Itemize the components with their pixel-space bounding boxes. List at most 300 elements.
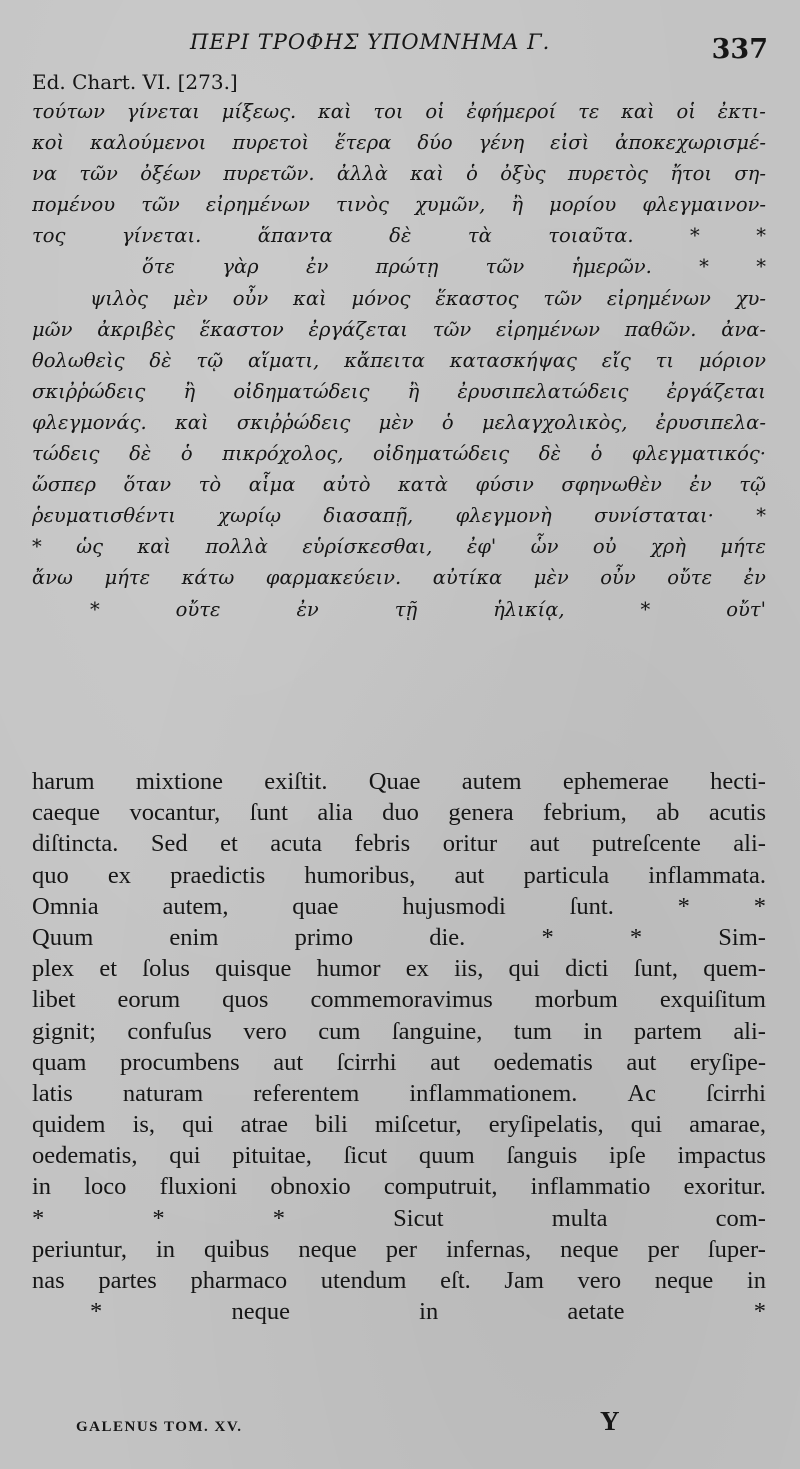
word: τοι [373,100,404,123]
word: ὁ [590,442,603,466]
word: συνίσταται· [594,504,714,528]
word: τῶν [432,317,472,341]
word: Quum [32,923,94,951]
word: gignit; [32,1017,96,1045]
text-line [32,376,766,407]
word: πομένου [32,193,116,217]
word: οὖν [600,566,636,590]
word: ὀξέων [140,162,201,186]
text-line [32,984,766,1015]
word: particula [523,861,610,889]
word: aut [626,1048,657,1076]
word: ſunt, [633,955,679,983]
word: διασαπῇ, [323,504,414,528]
word: bili [315,1111,348,1139]
word: acuta [270,830,322,858]
word: τῷ [196,348,224,372]
word: quae [292,892,339,920]
word: per [385,1235,418,1263]
word: exoritur. [683,1173,766,1201]
edition-reference: Ed. Chart. VI. [273.] [32,70,238,94]
word: naturam [122,1079,204,1107]
word: οὐ [592,535,617,559]
text-line [32,1047,766,1078]
word: vero [577,1267,622,1294]
text-line [32,127,766,158]
word: Ac [627,1079,657,1107]
word: qui [508,955,540,983]
word: exiſtit. [264,768,328,795]
word: μελαγχολικὸς, [481,410,628,434]
word: να [32,162,58,186]
word: quo [32,861,69,889]
word: commemoravimus [310,986,493,1014]
word: ἕτερα [335,131,392,155]
word: ἕκαστος [435,286,519,310]
word: quibus [203,1235,270,1263]
word: καὶ [410,162,444,186]
word: οἱ [425,100,445,123]
word: genera [448,799,514,827]
lacuna-asterisk: * [690,224,700,248]
word: Sicut [393,1204,444,1232]
word: in [419,1298,439,1326]
word: ἕκαστον [199,317,284,341]
word: oedematis [493,1048,593,1076]
word: nas [32,1267,65,1294]
word: Jam [504,1267,544,1294]
word: vocantur, [129,799,221,827]
word: pituitae, [232,1142,312,1170]
word: θολωθεὶς [32,348,125,372]
lacuna-asterisk: * [32,1204,45,1232]
word: latis [32,1079,73,1107]
word: libet [32,986,76,1014]
word: καὶ [293,286,327,310]
text-line [32,797,766,828]
word: caeque [32,799,100,827]
text-line [32,283,766,314]
word: ſicut [343,1142,388,1170]
word: pharmaco [190,1267,288,1294]
word: dicti [565,955,609,983]
word: putreſcente [592,830,701,858]
word: μῶν [32,317,73,341]
text-line [32,158,766,189]
signature-mark: Y [600,1406,620,1436]
text-line [32,1078,766,1109]
word: ſanguis [506,1142,578,1170]
lacuna-asterisk: * [32,535,42,559]
word: ἐργάζεται [666,379,766,403]
word: τῶν [141,193,180,217]
word: ſanguine, [391,1017,483,1045]
word: τῶν [543,286,582,310]
word: τὰ [467,224,492,248]
lacuna-asterisk: * [753,892,766,920]
word: confuſus [127,1017,212,1045]
footer-signature: GALENUS TOM. XV. [76,1419,243,1435]
word: per [647,1235,679,1263]
word: φλεγματικός· [631,442,766,466]
word: cum [318,1017,361,1045]
word: φύσιν [475,473,534,497]
lacuna-asterisk: * [90,597,100,621]
word: Quae [368,768,421,795]
word: ὀξὺς [500,162,546,186]
text-line [32,1109,766,1140]
word: partes [98,1267,157,1294]
word: neque [298,1235,357,1263]
word: εἰρημένων [205,193,310,217]
word: ſcirrhi [706,1079,766,1107]
lacuna-asterisk: * [541,923,554,951]
word: ἐργάζεται [308,317,408,341]
word: ὡς [76,535,103,559]
word: vero [243,1017,287,1045]
word: οἰδηματώδεις [233,379,370,403]
text-line [32,1296,766,1327]
word: quos [222,986,269,1014]
word: multa [551,1204,608,1232]
word: εἴς [601,348,631,372]
word: diſtincta. [32,830,119,858]
word: ἐν [689,473,712,497]
word: ἅπαντα [257,224,333,248]
word: τώδεις [32,442,100,466]
lacuna-asterisk: * [90,1298,103,1326]
word: ὥσπερ [32,473,96,497]
text-line [32,1265,766,1296]
word: πυρετὸς [567,162,648,186]
word: μορίου [549,193,617,217]
word: ipſe [609,1142,646,1170]
word: ὁ [441,410,454,434]
word: febrium, [543,799,627,827]
word: neque [231,1298,290,1326]
word: χυμῶν, [414,193,486,217]
word: σκιῤῥώδεις [32,379,146,403]
text-line [32,1234,766,1265]
word: harum [32,768,95,795]
word: procumbens [119,1048,240,1076]
word: die. [429,923,466,951]
word: δὲ [538,442,561,466]
word: ὅτε [142,255,175,279]
word: ἡμερῶν. [571,255,652,279]
word: ῥευματισθέντι [32,504,176,528]
word: inflammatio [530,1173,651,1201]
word: ſolus [142,955,190,983]
word: ἐν [296,597,319,621]
word: μὲν [378,410,414,434]
word: κάτω [181,566,235,590]
word: miſcetur, [374,1111,462,1139]
word: τῶν [485,255,525,279]
word: et [99,955,118,983]
word: autem [461,768,522,795]
word: δὲ [129,442,152,466]
word: in [746,1267,766,1294]
word: qui [630,1111,663,1139]
word: mixtione [135,768,223,795]
lacuna-asterisk: * [272,1204,286,1232]
word: ἢ [511,193,524,217]
word: ſunt [249,799,288,827]
word: infernas, [446,1235,532,1263]
word: is, [132,1111,156,1139]
word: χωρίῳ [218,504,282,528]
word: δὲ [389,224,412,248]
text-line [32,438,766,469]
word: in [155,1235,175,1263]
word: πυρετοὶ [232,131,310,155]
word: quum [418,1142,475,1170]
text-line [32,766,766,797]
word: καὶ [318,100,352,123]
lacuna-asterisk: * [699,255,709,279]
word: δὲ [149,348,172,372]
word: γίνεται. [121,224,202,248]
word: ex [107,861,131,889]
word: οἰδηματώδεις [373,442,510,466]
word: loco [84,1173,127,1201]
word: αἷμα [248,473,296,497]
lacuna-asterisk: * [152,1204,165,1232]
word: οἱ [676,100,696,123]
lacuna-asterisk: * [756,224,766,248]
word: μόριον [698,348,766,372]
word: τῇ [394,597,418,621]
word: πολλὰ [205,535,268,559]
word: σφηνωθὲν [561,473,662,497]
greek-text-block [32,96,766,625]
word: aut [454,861,485,889]
word: Sim- [718,923,766,951]
word: enim [169,923,219,951]
word: γὰρ [222,255,259,279]
text-line [32,500,766,531]
word: παθῶν. [624,317,697,341]
word: μὲν [533,566,569,590]
word: primo [294,923,354,951]
word: μήτε [104,566,151,590]
word: periuntur, [32,1235,127,1263]
text-line [32,1203,766,1234]
word: ſunt. [569,892,614,920]
word: ὁ [180,442,193,466]
word: μόνος [351,286,411,310]
word: ephemerae [562,768,669,795]
word: in [583,1017,603,1045]
word: ab [656,799,680,827]
text-line [32,1171,766,1202]
word: ἄνω [32,566,73,590]
word: ἐν [305,255,329,279]
lacuna-asterisk: * [640,597,651,621]
word: eſt. [440,1267,471,1294]
word: in [32,1173,52,1201]
word: μίξεως. [221,100,297,123]
word: quisque [215,955,292,983]
word: eorum [117,986,181,1014]
text-line [32,1016,766,1047]
text-line [32,594,766,625]
word: πικρόχολος, [222,442,344,466]
word: φλεγμαινον- [642,193,766,217]
word: aut [273,1048,304,1076]
word: τὸ [198,473,222,497]
text-line [32,407,766,438]
word: αἵματι, [247,348,320,372]
word: plex [32,955,75,983]
lacuna-asterisk: * [677,892,690,920]
lacuna-asterisk: * [629,923,643,951]
word: εὑρίσκεσθαι, [302,535,433,559]
word: praedictis [170,861,266,889]
word: ex [405,955,429,983]
word: computruit, [383,1173,498,1201]
text-line [32,251,766,282]
word: amarae, [689,1111,766,1139]
word: φλεγμονάς. [32,410,147,434]
text-line [32,314,766,345]
word: impactus [677,1142,766,1170]
word: alia [317,799,353,827]
word: aetate [567,1298,625,1326]
word: com- [715,1204,766,1232]
word: εἰρημένων [495,317,600,341]
word: τῶν [79,162,118,186]
word: ἢ [407,379,420,403]
word: fluxioni [159,1173,238,1201]
word: ψιλὸς [90,286,148,310]
word: quam [32,1048,87,1076]
word: inflammata. [648,861,766,889]
word: obnoxio [270,1173,351,1201]
word: atrae [240,1111,289,1139]
word: αὐτίκα [432,566,503,590]
word: neque [560,1235,619,1263]
word: tum [513,1017,552,1045]
word: τι [655,348,675,372]
word: κατὰ [398,473,448,497]
word: ſcirrhi [336,1048,397,1076]
text-line [32,562,766,593]
word: φαρμακεύειν. [265,566,402,590]
word: iis, [454,955,484,983]
word: τινὸς [335,193,389,217]
page-number: 337 [711,34,768,65]
word: referentem [253,1079,360,1107]
word: γίνεται [126,100,200,123]
word: ἐφήμεροί [466,100,557,123]
word: ἀκριβὲς [97,317,175,341]
word: φλεγμονὴ [455,504,552,528]
word: αὐτὸ [322,473,371,497]
word: καλούμενοι [90,131,207,155]
text-line [32,860,766,891]
text-line [32,953,766,984]
word: ἢ [183,379,196,403]
word: ἀνα- [721,317,766,341]
word: καὶ [175,410,209,434]
word: ἐφ' [466,535,497,559]
word: Sed [150,830,188,858]
word: σκιῤῥώδεις [236,410,351,434]
word: aut [529,830,560,858]
word: τε [578,100,600,123]
word: ali- [733,1017,766,1045]
word: oritur [442,830,498,858]
word: τος [32,224,66,248]
word: eryſipelatis, [488,1111,604,1139]
word: humor [316,955,381,983]
text-line [32,220,766,251]
text-line [32,922,766,953]
word: τούτων [32,100,105,123]
word: γένη [478,131,525,155]
lacuna-asterisk: * [753,1298,766,1326]
word: ſuper- [707,1235,766,1263]
word: hujusmodi [402,892,506,920]
word: qui [169,1142,201,1170]
word: duo [382,799,419,827]
word: κοὶ [32,131,65,155]
word: aut [430,1048,460,1076]
word: μὲν [172,286,208,310]
word: ἀποκεχωρισμέ- [615,131,766,155]
word: autem, [162,892,229,920]
word: oedematis, [32,1142,138,1170]
word: morbum [534,986,618,1014]
text-line [32,345,766,376]
lacuna-asterisk: * [756,255,766,279]
word: Omnia [32,892,99,920]
word: οὖν [232,286,269,310]
word: κατασκήψας [449,348,577,372]
word: μήτε [720,535,766,559]
word: exquiſitum [659,986,766,1014]
text-line [32,469,766,500]
lacuna-asterisk: * [756,504,766,528]
word: hecti- [710,768,766,795]
word: et [220,830,238,858]
word: καὶ [137,535,172,559]
text-line [32,1140,766,1171]
word: οὔτ' [726,597,766,621]
word: ὅταν [123,473,172,497]
word: humoribus, [304,861,416,889]
word: ἐρυσιπελατώδεις [457,379,629,403]
word: quem- [703,955,766,983]
word: ἡλικίᾳ, [493,597,565,621]
word: utendum [320,1267,407,1294]
word: οὔτε [175,597,221,621]
running-head: ΠΕΡΙ ΤΡΟΦΗΣ ΥΠΟΜΝΗΜΑ Γ. [190,30,551,54]
word: partem [633,1017,702,1045]
text-line [32,828,766,859]
text-line [32,96,766,127]
word: χρὴ [650,535,686,559]
word: χυ- [735,286,766,310]
word: δύο [417,131,453,155]
word: πυρετῶν. [223,162,315,186]
word: τῷ [739,473,766,497]
text-line [32,531,766,562]
word: καὶ [621,100,655,123]
word: ση- [734,162,766,186]
